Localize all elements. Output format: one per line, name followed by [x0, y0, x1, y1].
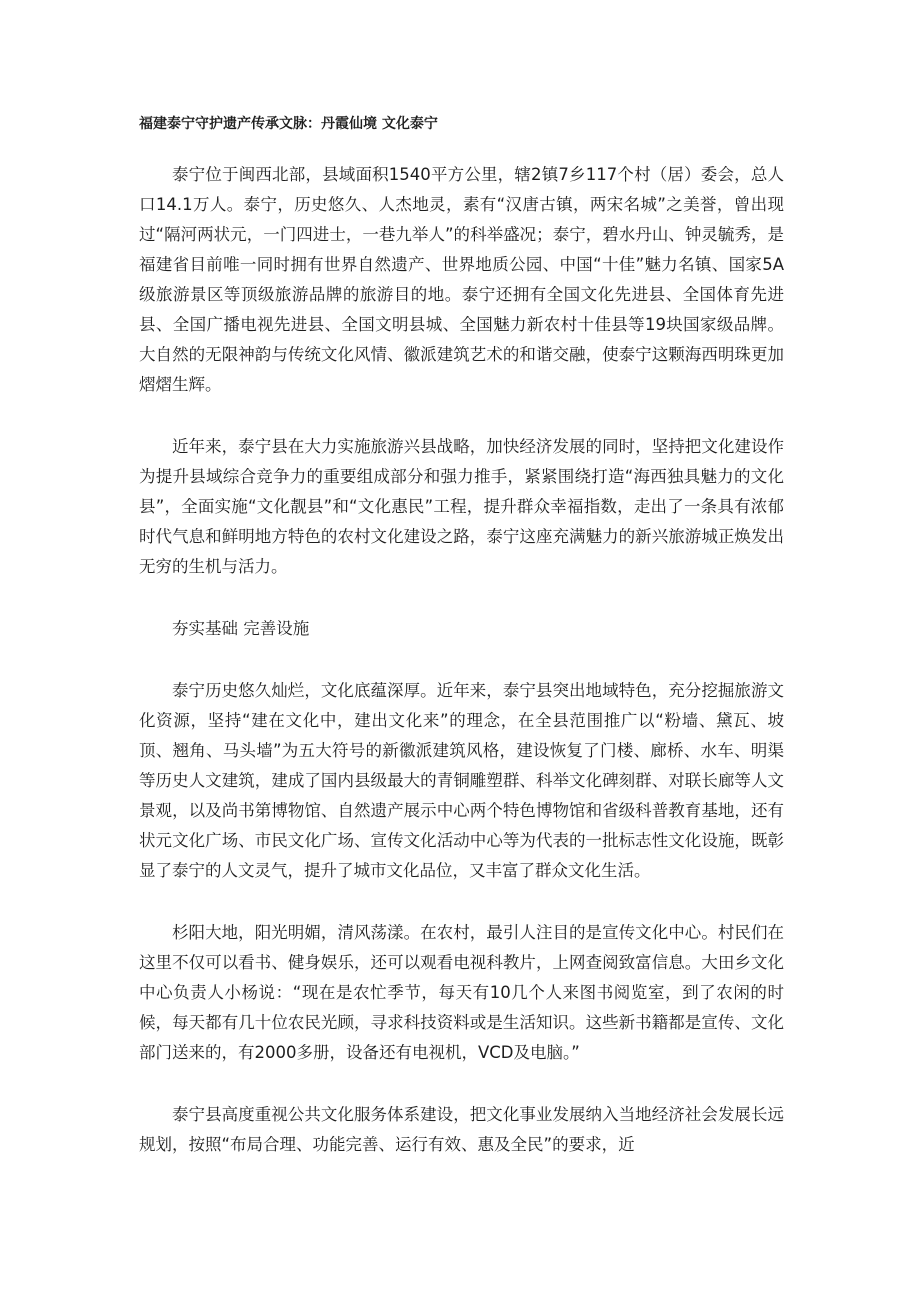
document-title: 福建泰宁守护遗产传承文脉：丹霞仙境 文化泰宁 [139, 116, 438, 132]
paragraph-history: 泰宁历史悠久灿烂，文化底蕴深厚。近年来，泰宁县突出地域特色，充分挖掘旅游文化资源，坚持“建在文化中，建出文化来”的理念，在全县范围推广以“粉墙、黛瓦、坡顶、翘角、马头墙”为五大符号的新徽派建筑风格，建设恢复了门楼、廊桥、水车、明渠等历史人文建筑，建成了国内县级最大的青铜雕塑群、科举文化碑刻群、对联长廊等人文景观，以及尚书第博物馆、自然遗产展示中心两个特色博物馆和省级科普教育基地，还有状元文化广场、市民文化广场、宣传文化活动中心等为代表的一批标志性文化设施，既彰显了泰宁的人文灵气，提升了城市文化品位，又丰富了群众文化生活。 [139, 681, 784, 880]
paragraph-recent-years: 近年来，泰宁县在大力实施旅游兴县战略，加快经济发展的同时，坚持把文化建设作为提升县域综合竞争力的重要组成部分和强力推手，紧紧围绕打造“海西独具魅力的文化县”，全面实施“文化靓县”和“文化惠民”工程，提升群众幸福指数，走出了一条具有浓郁时代气息和鲜明地方特色的农村文化建设之路，泰宁这座充满魅力的新兴旅游城正焕发出无穷的生机与活力。 [139, 437, 784, 576]
document-body [139, 160, 784, 1192]
paragraph-intro: 泰宁位于闽西北部，县域面积1540平方公里，辖2镇7乡117个村（居）委会，总人口14.1万人。泰宁，历史悠久、人杰地灵，素有“汉唐古镇，两宋名城”之美誉，曾出现过“隔河两状元，一门四进士，一巷九举人”的科举盛况；泰宁，碧水丹山、钟灵毓秀，是福建省目前唯一同时拥有世界自然遗产、世界地质公园、中国“十佳”魅力名镇、国家5A级旅游景区等顶级旅游品牌的旅游目的地。泰宁还拥有全国文化先进县、全国体育先进县、全国广播电视先进县、全国文明县城、全国魅力新农村十佳县等19块国家级品牌。大自然的无限神韵与传统文化风情、徽派建筑艺术的和谐交融，使泰宁这颗海西明珠更加熠熠生辉。 [139, 165, 784, 394]
section-heading: 夯实基础 完善设施 [172, 619, 310, 638]
paragraph-public-service: 泰宁县高度重视公共文化服务体系建设，把文化事业发展纳入当地经济社会发展长远规划，按照“布局合理、功能完善、运行有效、惠及全民”的要求，近 [139, 1105, 784, 1154]
paragraph-village-center: 杉阳大地，阳光明媚，清风荡漾。在农村，最引人注目的是宣传文化中心。村民们在这里不仅可以看书、健身娱乐，还可以观看电视科教片，上网查阅致富信息。大田乡文化中心负责人小杨说：“现在是农忙季节，每天有10几个人来图书阅览室，到了农闲的时候，每天都有几十位农民光顾，寻求科技资料或是生活知识。这些新书籍都是宣传、文化部门送来的，有2000多册，设备还有电视机，VCD及电脑。” [139, 923, 784, 1062]
